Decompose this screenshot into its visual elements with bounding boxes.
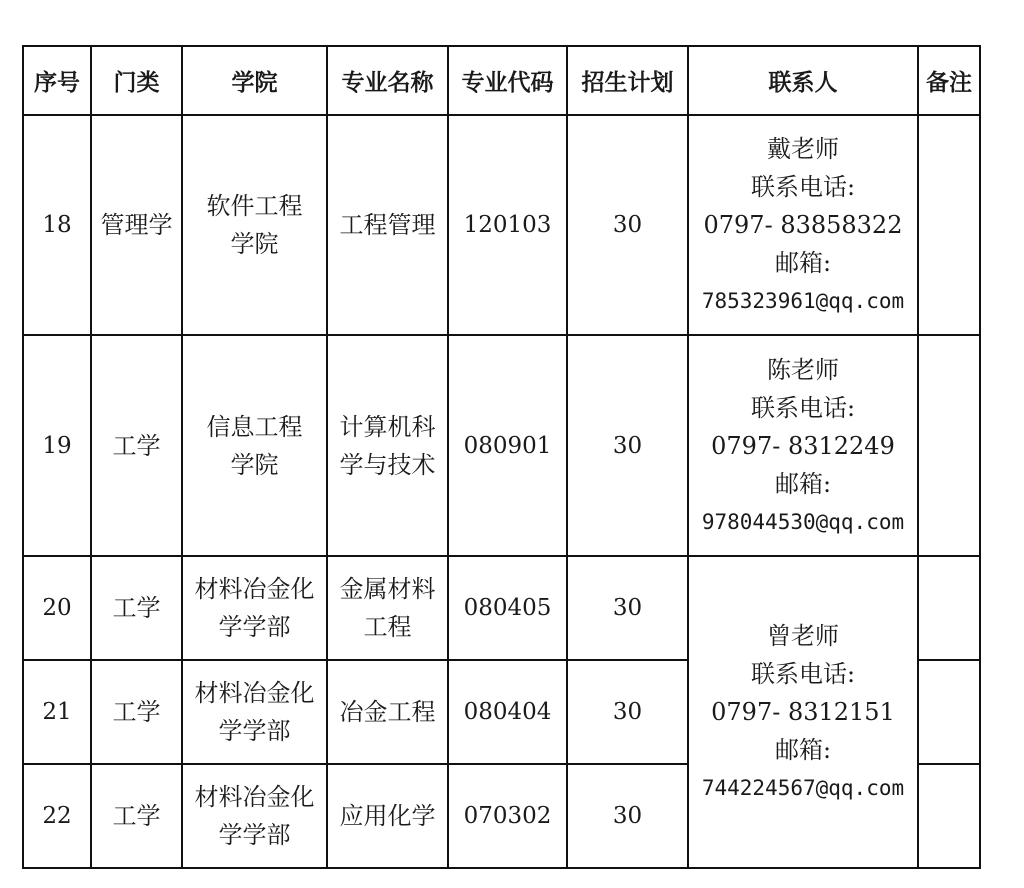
cell-category: 工学 [91, 660, 182, 764]
cell-no: 19 [23, 335, 91, 556]
cell-no: 22 [23, 764, 91, 868]
college-line: 材料冶金化 [194, 783, 315, 811]
cell-code: 080404 [448, 660, 567, 764]
header-category: 门类 [91, 46, 182, 115]
contact-phone: 0797- 8312151 [711, 698, 895, 726]
major-line: 金属材料 [339, 575, 436, 603]
cell-no: 20 [23, 556, 91, 660]
cell-plan: 30 [567, 556, 688, 660]
cell-note [918, 556, 980, 660]
cell-college [182, 764, 327, 868]
college-line: 材料冶金化 [194, 679, 315, 707]
contact-name: 曾老师 [767, 622, 839, 650]
cell-code: 120103 [448, 115, 567, 335]
cell-contact [688, 335, 918, 556]
contact-name: 陈老师 [767, 355, 839, 384]
header-no: 序号 [23, 46, 91, 115]
admissions-table [22, 45, 981, 869]
college-line: 信息工程 [206, 412, 303, 441]
college-line: 材料冶金化 [194, 575, 315, 603]
table-row [23, 115, 980, 335]
cell-college [182, 115, 327, 335]
major-line: 学与技术 [339, 450, 436, 479]
cell-category: 工学 [91, 556, 182, 660]
cell-code: 080901 [448, 335, 567, 556]
cell-note [918, 660, 980, 764]
table-row [23, 335, 980, 556]
contact-email: 744224567@qq.com [701, 776, 905, 800]
header-code: 专业代码 [448, 46, 567, 115]
major-line: 应用化学 [339, 802, 436, 830]
cell-code: 070302 [448, 764, 567, 868]
table-body [23, 115, 980, 868]
header-plan: 招生计划 [567, 46, 688, 115]
college-line: 学学部 [218, 717, 291, 745]
college-line: 学学部 [218, 613, 291, 641]
header-row [23, 46, 980, 115]
cell-note [918, 335, 980, 556]
cell-plan: 30 [567, 764, 688, 868]
cell-note [918, 764, 980, 868]
cell-note [918, 115, 980, 335]
contact-phone-label: 联系电话: [750, 660, 856, 688]
major-line: 冶金工程 [339, 698, 436, 726]
contact-email: 785323961@qq.com [701, 289, 905, 313]
cell-category: 管理学 [91, 115, 182, 335]
cell-no: 18 [23, 115, 91, 335]
major-line: 工程管理 [339, 211, 436, 239]
contact-email-label: 邮箱: [774, 469, 832, 498]
contact-email-label: 邮箱: [774, 736, 832, 764]
header-contact: 联系人 [688, 46, 918, 115]
cell-contact [688, 115, 918, 335]
major-line: 计算机科 [339, 412, 436, 441]
cell-category: 工学 [91, 764, 182, 868]
contact-email-label: 邮箱: [774, 249, 832, 277]
cell-code: 080405 [448, 556, 567, 660]
cell-college [182, 335, 327, 556]
contact-name: 戴老师 [767, 135, 839, 163]
cell-major [327, 335, 448, 556]
contact-phone: 0797- 83858322 [703, 211, 903, 239]
cell-plan: 30 [567, 115, 688, 335]
contact-phone: 0797- 8312249 [711, 431, 895, 460]
cell-no: 21 [23, 660, 91, 764]
college-line: 学院 [230, 230, 279, 258]
header-note: 备注 [918, 46, 980, 115]
cell-major [327, 556, 448, 660]
cell-category: 工学 [91, 335, 182, 556]
cell-major [327, 115, 448, 335]
contact-phone-label: 联系电话: [750, 173, 856, 201]
contact-email: 978044530@qq.com [701, 509, 905, 534]
college-line: 学院 [230, 450, 279, 479]
cell-college [182, 556, 327, 660]
cell-college [182, 660, 327, 764]
cell-plan: 30 [567, 335, 688, 556]
header-major: 专业名称 [327, 46, 448, 115]
cell-plan: 30 [567, 660, 688, 764]
cell-contact [688, 556, 918, 868]
table-header [23, 46, 980, 115]
table-row [23, 556, 980, 660]
header-college: 学院 [182, 46, 327, 115]
contact-phone-label: 联系电话: [750, 393, 856, 422]
major-line: 工程 [363, 613, 412, 641]
college-line: 学学部 [218, 821, 291, 849]
cell-major [327, 660, 448, 764]
college-line: 软件工程 [206, 192, 303, 220]
cell-major [327, 764, 448, 868]
